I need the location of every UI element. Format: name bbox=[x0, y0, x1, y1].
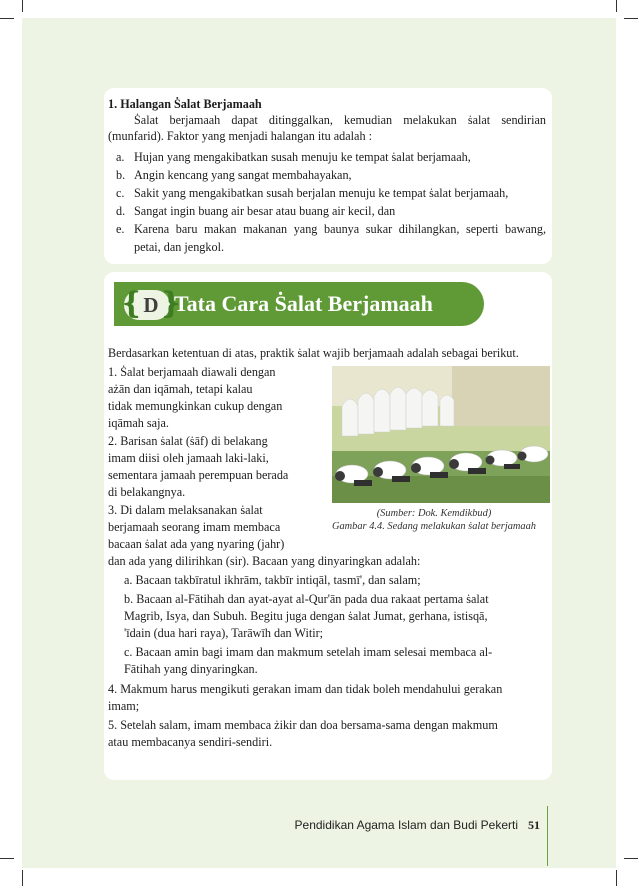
figure-caption: Gambar 4.4. Sedang melakukan ṡalat berjamaah bbox=[331, 521, 537, 532]
intro-paragraph-cont: (munfarid). Faktor yang menjadi halangan itu adalah : bbox=[108, 129, 372, 143]
list-item: iqāmah saja. bbox=[108, 416, 169, 430]
list-marker: b. bbox=[116, 168, 126, 182]
list-item: atau membacanya sendiri-sendiri. bbox=[108, 735, 273, 749]
list-item: 1. Ṡalat berjamaah diawali dengan bbox=[108, 365, 276, 379]
section-letter: D bbox=[143, 293, 159, 317]
list-marker: a. bbox=[116, 150, 125, 164]
section-heading: 1. Halangan Ṡalat Berjamaah bbox=[108, 97, 262, 111]
crop-mark bbox=[624, 858, 638, 859]
sub-list-item: b. Bacaan al-Fātihah dan ayat-ayat al-Qur'ān pada dua rakaat pertama ṡalat bbox=[124, 592, 489, 606]
list-item: 3. Di dalam melaksanakan ṡalat bbox=[108, 503, 263, 517]
crop-mark bbox=[624, 18, 638, 19]
list-item: imam diisi oleh jamaah laki-laki, bbox=[108, 451, 269, 465]
list-item: bacaan ṡalat ada yang nyaring (jahr) bbox=[108, 537, 285, 551]
list-item: ażān dan iqāmah, tetapi kalau bbox=[108, 382, 253, 396]
list-item: Angin kencang yang sangat membahayakan, bbox=[134, 168, 352, 182]
list-marker: d. bbox=[116, 204, 126, 218]
list-item: Karena baru makan makanan yang baunya sukar dihilangkan, seperti bawang, bbox=[134, 222, 546, 236]
footer-divider bbox=[547, 806, 548, 866]
list-item: di belakangnya. bbox=[108, 485, 186, 499]
crop-mark bbox=[0, 18, 14, 19]
list-item: 2. Barisan ṡalat (ṡāf) di belakang bbox=[108, 434, 268, 448]
page-number: 51 bbox=[528, 818, 540, 832]
figure-source: (Sumber: Dok. Kemdikbud) bbox=[376, 508, 492, 519]
sub-list-item: c. Bacaan amin bagi imam dan makmum setelah imam selesai membaca al- bbox=[124, 645, 493, 659]
list-item: tidak memungkinkan cukup dengan bbox=[108, 399, 283, 413]
sub-list-item: a. Bacaan takbīratul ikhrām, takbīr intiqāl, tasmī', dan salam; bbox=[124, 573, 421, 587]
list-item: 4. Makmum harus mengikuti gerakan imam dan tidak boleh mendahului gerakan bbox=[108, 682, 503, 696]
list-item: petai, dan jengkol. bbox=[134, 240, 225, 254]
crop-mark bbox=[616, 0, 617, 12]
ornament-icon: ❴ bbox=[119, 286, 145, 321]
book-title: Pendidikan Agama Islam dan Budi Pekerti bbox=[294, 818, 518, 832]
sub-list-item: Magrib, Isya, dan Subuh. Begitu juga dengan ṡalat Jumat, gerhana, istisqā, bbox=[124, 609, 488, 623]
sub-list-item: Fātihah yang dinyaringkan. bbox=[124, 662, 258, 676]
sub-list-item: 'īdain (dua hari raya), Tarāwīh dan Witir; bbox=[124, 626, 324, 640]
body-intro: Berdasarkan ketentuan di atas, praktik ṡalat wajib berjamaah adalah sebagai berikut. bbox=[108, 346, 519, 360]
page-footer bbox=[260, 818, 540, 833]
list-item: Hujan yang mengakibatkan susah menuju ke tempat ṡalat berjamaah, bbox=[134, 150, 471, 164]
crop-mark bbox=[22, 0, 23, 12]
congregational-prayer-photo bbox=[332, 366, 550, 503]
list-marker: c. bbox=[116, 186, 125, 200]
section-title: Tata Cara Ṡalat Berjamaah bbox=[174, 291, 433, 316]
intro-paragraph: Ṡalat berjamaah dapat ditinggalkan, kemudian melakukan ṡalat sendirian bbox=[134, 113, 546, 127]
crop-mark bbox=[0, 858, 14, 859]
list-item: Sakit yang mengakibatkan susah berjalan menuju ke tempat ṡalat berjamaah, bbox=[134, 186, 509, 200]
list-marker: e. bbox=[116, 222, 125, 236]
list-item: sementara jamaah perempuan berada bbox=[108, 468, 289, 482]
list-item: berjamaah seorang imam membaca bbox=[108, 520, 281, 534]
list-item: Sangat ingin buang air besar atau buang air kecil, dan bbox=[134, 204, 396, 218]
crop-mark bbox=[616, 870, 617, 886]
list-item: imam; bbox=[108, 699, 140, 713]
list-item: 5. Setelah salam, imam membaca żikir dan doa bersama-sama dengan makmum bbox=[108, 718, 498, 732]
list-item: dan ada yang dilirihkan (sir). Bacaan yang dinyaringkan adalah: bbox=[108, 554, 421, 568]
crop-mark bbox=[22, 870, 23, 886]
ornament-icon: ❵ bbox=[158, 286, 184, 321]
